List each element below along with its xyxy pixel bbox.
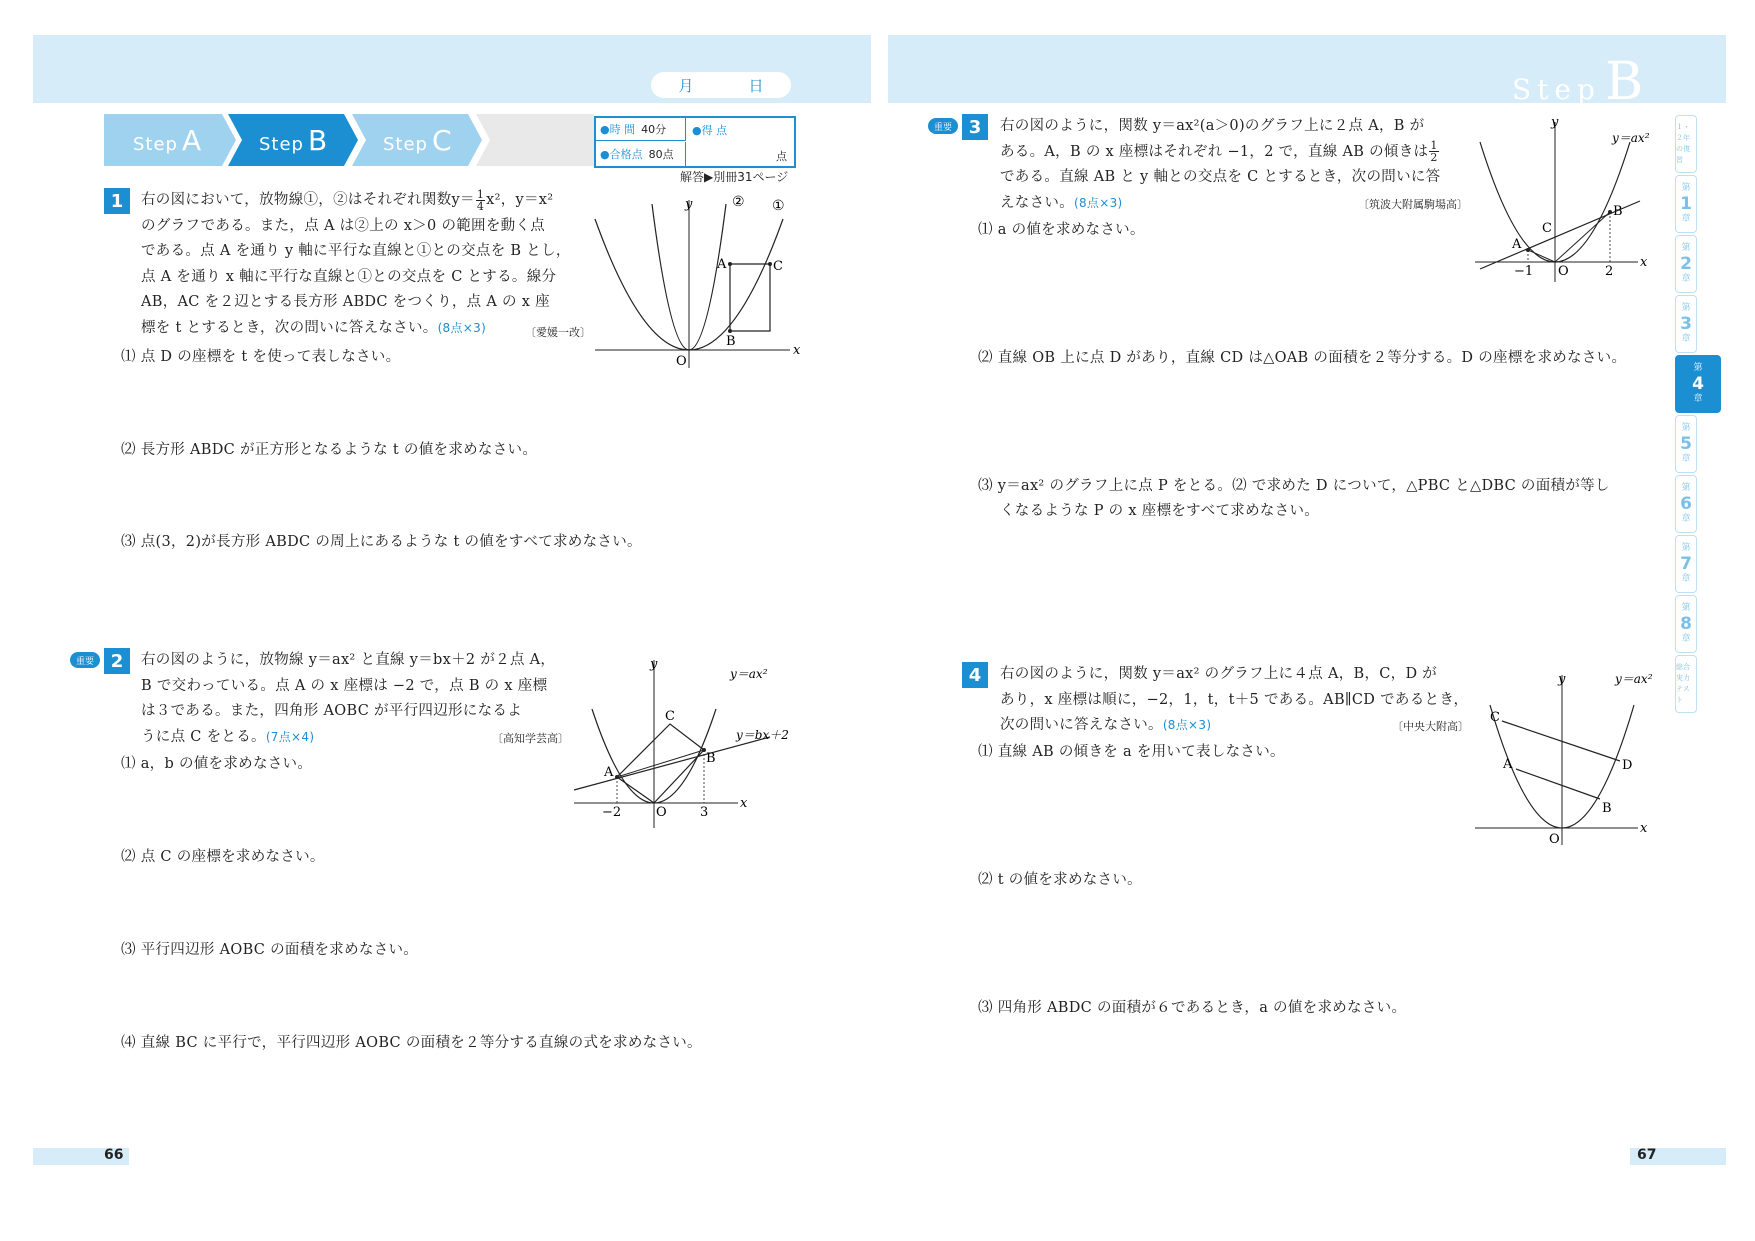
chapter-tab-7[interactable]: 第 7 章: [1675, 535, 1697, 593]
q4-graph: [1470, 665, 1660, 850]
q2-source: 〔高知学芸高〕: [492, 732, 569, 745]
q2-points: (7点×4): [265, 729, 315, 744]
q3-x-label: x: [1640, 255, 1648, 270]
answer-reference: 解答▶別冊31ページ: [680, 170, 789, 184]
q3-y-label: y: [1551, 115, 1559, 130]
q2-graph: [570, 650, 805, 835]
q1-point-a: [728, 262, 732, 266]
chapter-tab-4[interactable]: 第 4 章: [1675, 355, 1721, 413]
step-a-label: Step A: [133, 124, 203, 157]
q1-c-label: C: [773, 259, 783, 274]
q4-a-label: A: [1503, 757, 1513, 772]
q3-sub3b: くなるような P の x 座標をすべて求めなさい。: [1000, 503, 1320, 519]
date-month: 月: [678, 76, 694, 95]
chapter-tab-test[interactable]: 総合実力テスト: [1675, 655, 1697, 713]
q2-y-label: y: [650, 657, 658, 672]
pass-label: ●合格点: [600, 148, 643, 161]
q2-sub3: ⑶ 平行四辺形 AOBC の面積を求めなさい。: [121, 942, 419, 958]
q1-source: 〔愛媛一改〕: [525, 326, 591, 339]
q3-text: 右の図のように，関数 y＝ax²(a＞0)のグラフ上に２点 A，B が ある。A，B の x 座標はそれぞれ −1，2 で，直線 AB の傾きは $\frac{1}{2}$ である。直線 AB と y 軸との交点を C とするとき，次の問いに答 えなさい。(8点×3): [1000, 118, 1441, 211]
q3-tick-m1: −1: [1514, 264, 1534, 279]
q1-curve2-label: ②: [732, 194, 745, 210]
q1-sub1: ⑴ 点 D の座標を t を使って表しなさい。: [121, 349, 401, 365]
left-page-number: 66: [104, 1147, 124, 1163]
q1-number: 1: [104, 188, 130, 214]
q4-number: 4: [962, 662, 988, 688]
score-unit: 点: [776, 150, 787, 163]
q1-text: 右の図において，放物線①，②はそれぞれ関数y＝ $\frac{1}{4}$ x²，y＝x² のグラフである。また，点 A は②上の x＞0 の範囲を動く点 である。点 A を通り y 軸に平行な直線と①との交点を B とし， 点 A を通り x 軸に平行な直線と①との交点を C とする。線分 AB，AC を２辺とする長方形 ABDC をつくり，点 A の x 座 標を t とするとき，次の問いに答えなさい。(8点×3): [141, 188, 581, 341]
q1-origin-label: O: [676, 354, 687, 369]
chapter-tab-3[interactable]: 第 3 章: [1675, 295, 1697, 353]
q2-line: [574, 737, 770, 790]
q4-d-label: D: [1622, 758, 1633, 773]
q4-text: 右の図のように，関数 y＝ax² のグラフ上に４点 A，B，C，D が あり，x 座標は順に，−2，1，t，t＋5 である。AB∥CD であるとき， 次の問いに答えなさい。(8点×3): [1000, 666, 1469, 733]
q1-fraction: $\frac{1}{4}$: [476, 187, 485, 213]
info-box: [594, 116, 796, 168]
chapter-tab-6[interactable]: 第 6 章: [1675, 475, 1697, 533]
q2-b-label: B: [706, 751, 716, 766]
q3-point-a: [1526, 248, 1530, 252]
q3-origin-label: O: [1558, 264, 1569, 279]
q2-c-label: C: [665, 709, 675, 724]
q4-line-ab: [1516, 769, 1600, 799]
q3-sub2: ⑵ 直線 OB 上に点 D があり，直線 CD は△OAB の面積を２等分する。D の座標を求めなさい。: [978, 350, 1627, 366]
chapter-tab-1[interactable]: 第 1 章: [1675, 175, 1697, 233]
time-label: ●時 間: [600, 123, 636, 136]
q1-a-label: A: [717, 257, 727, 272]
q2-number: 2: [104, 648, 130, 674]
q2-point-a: [615, 775, 619, 779]
q2-curve-label: y＝ax²: [730, 667, 768, 681]
q1-point-c: [768, 262, 772, 266]
q2-sub2: ⑵ 点 C の座標を求めなさい。: [121, 849, 325, 865]
q4-curve-label: y＝ax²: [1615, 672, 1653, 686]
q3-a-label: A: [1512, 237, 1522, 252]
q1-x-label: x: [793, 343, 801, 358]
q2-tick-m2: −2: [602, 805, 622, 820]
q4-origin-label: O: [1549, 832, 1560, 847]
q3-points: (8点×3): [1074, 195, 1123, 210]
q2-text: 右の図のように，放物線 y＝ax² と直線 y＝bx＋2 が２点 A， B で交わっている。点 A の x 座標は −2 で，点 B の x 座標 は３である。また，四角形 AOBC が平行四辺形になるよ うに点 C をとる。(7点×4): [141, 652, 556, 745]
q1-y-label: y: [685, 197, 693, 212]
q3-b-label: B: [1613, 204, 1623, 219]
step-rest-shape: [476, 114, 594, 166]
q3-sub1: ⑴ a の値を求めなさい。: [978, 222, 1145, 238]
q1-b-label: B: [726, 334, 736, 349]
q3-source: 〔筑波大附属駒場高〕: [1358, 198, 1468, 211]
q3-graph: [1470, 112, 1660, 287]
q4-x-label: x: [1640, 821, 1648, 836]
q4-y-label: y: [1558, 672, 1566, 687]
time-value: 40分: [641, 123, 667, 136]
chapter-tab-5[interactable]: 第 5 章: [1675, 415, 1697, 473]
step-b-label: Step B: [259, 124, 329, 157]
q3-line-ob: [1555, 212, 1610, 262]
q2-sub1: ⑴ a，b の値を求めなさい。: [121, 756, 313, 772]
q1-sub3: ⑶ 点(3，2)が長方形 ABDC の周上にあるような t の値をすべて求めなさい。: [121, 534, 642, 550]
q1-graph: [590, 190, 805, 370]
q2-line-label: y＝bx＋2: [736, 728, 789, 742]
date-day: 日: [748, 76, 764, 95]
q2-important-badge: 重要: [70, 652, 100, 668]
q2-sub4: ⑷ 直線 BC に平行で，平行四辺形 AOBC の面積を２等分する直線の式を求めなさい。: [121, 1035, 702, 1051]
q4-sub3: ⑶ 四角形 ABDC の面積が６であるとき，a の値を求めなさい。: [978, 1000, 1407, 1016]
q1-rectangle: [730, 264, 770, 331]
q4-sub1: ⑴ 直線 AB の傾きを a を用いて表しなさい。: [978, 744, 1285, 760]
q1-points: (8点×3): [437, 320, 487, 335]
q3-tick-2: 2: [1605, 264, 1614, 279]
date-box: [651, 72, 791, 98]
q3-number: 3: [962, 114, 988, 140]
right-header-step: StepB: [1512, 52, 1650, 112]
q3-line-oa: [1528, 250, 1555, 262]
score-label: ●得 点: [692, 124, 728, 137]
q2-origin-label: O: [656, 805, 667, 820]
q2-x-label: x: [740, 796, 748, 811]
q2-a-label: A: [604, 765, 614, 780]
q3-fraction: $\frac{1}{2}$: [1430, 139, 1438, 164]
chapter-tab-2[interactable]: 第 2 章: [1675, 235, 1697, 293]
chapter-tab-review[interactable]: １・２年の復習: [1675, 115, 1697, 173]
q1-curve1-label: ①: [772, 198, 785, 214]
pass-value: 80点: [648, 148, 674, 161]
q3-c-label: C: [1542, 221, 1552, 236]
q1-line1: 右の図において，放物線①，②はそれぞれ関数y＝ $\frac{1}{4}$ x²，y＝x²: [141, 187, 554, 213]
q4-points: (8点×3): [1162, 718, 1212, 732]
q4-sub2: ⑵ t の値を求めなさい。: [978, 872, 1142, 888]
q4-b-label: B: [1602, 801, 1612, 816]
q4-source: 〔中央大附高〕: [1392, 720, 1469, 733]
chapter-tab-8[interactable]: 第 8 章: [1675, 595, 1697, 653]
q4-c-label: C: [1490, 710, 1500, 725]
q3-point-b: [1608, 210, 1612, 214]
right-page-number: 67: [1637, 1147, 1657, 1163]
q1-sub2: ⑵ 長方形 ABDC が正方形となるような t の値を求めなさい。: [121, 442, 538, 458]
q3-curve-label: y＝ax²: [1612, 131, 1650, 145]
q3-sub3a: ⑶ y＝ax² のグラフ上に点 P をとる。⑵ で求めた D について，△PBC と△DBC の面積が等し: [978, 478, 1610, 494]
step-c-label: Step C: [383, 124, 453, 157]
q4-line-cd: [1502, 721, 1620, 761]
q1-point-b: [728, 329, 732, 333]
q3-important-badge: 重要: [928, 118, 958, 134]
q2-tick-3: 3: [700, 805, 709, 820]
chapter-tabs: [1675, 115, 1721, 713]
